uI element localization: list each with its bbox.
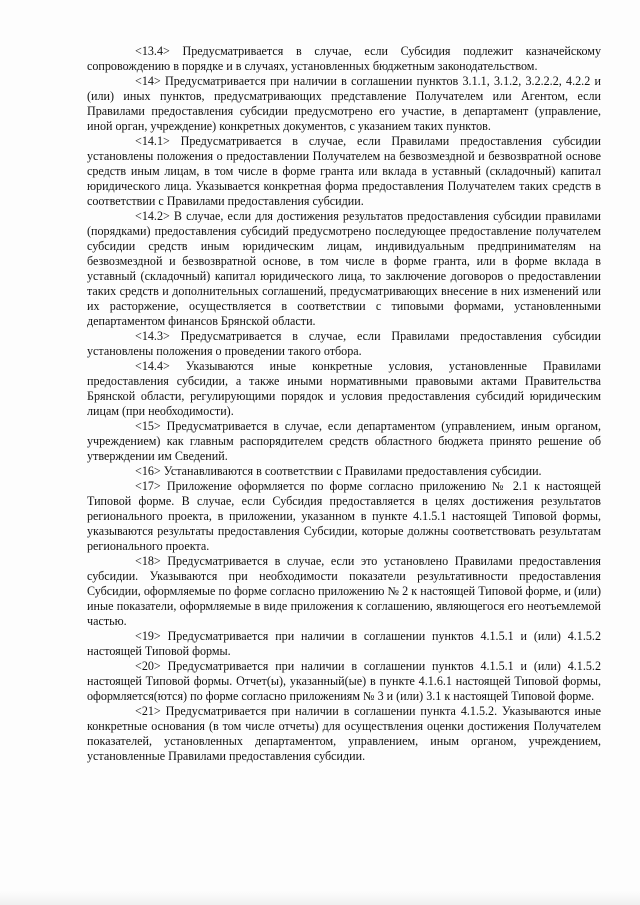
footnote-21: <21> Предусматривается при наличии в соглашении пункта 4.1.5.2. Указываются иные конкретные основания (в том числе отчеты) для осуществления оценки достижения Получателем показателей, установленных департаментом, управлением, иным органом, учреждением, установленные Правилами предоставления субсидии. [87, 704, 601, 763]
footnote-14-1: <14.1> Предусматривается в случае, если Правилами предоставления субсидии установлены положения о предоставлении Получателем на безвозмездной и безвозвратной основе средств иным лицам, в том числе в форме гранта или вклада в уставный (складочный) капитал юридического лица. Указывается конкретная форма предоставления Получателем таких средств в соответствии с Правилами предоставления субсидии. [87, 134, 601, 208]
footnote-16: <16> Устанавливаются в соответствии с Правилами предоставления субсидии. [135, 464, 542, 478]
footnote-13-4: <13.4> Предусматривается в случае, если Субсидия подлежит казначейскому сопровождению в порядке и в случаях, установленных бюджетным законодательством. [87, 44, 601, 73]
footnote-17: <17> Приложение оформляется по форме согласно приложению № 2.1 к настоящей Типовой форме. В случае, если Субсидия предоставляется в целях достижения результатов регионального проекта, в приложении, указанном в пункте 4.1.5.1 настоящей Типовой формы, указываются результаты предоставления Субсидии, которые должны соответствовать результатам регионального проекта. [87, 479, 601, 553]
footnote-14-2: <14.2> В случае, если для достижения результатов предоставления субсидии правилами (порядками) предоставления субсидий предусмотрено последующее предоставление получателем субсидии средств иным юридическим лицам, индивидуальным предпринимателям на безвозмездной и безвозвратной основе, в том числе в форме гранта, или в форме вклада в уставный (складочный) капитал юридического лица, то заключение договоров о предоставлении таких средств и дополнительных соглашений, предусматривающих внесение в них изменений или их расторжение, осуществляется в соответствии с типовыми формами, установленными департаментом финансов Брянской области. [87, 209, 601, 328]
footnote-14-3: <14.3> Предусматривается в случае, если Правилами предоставления субсидии установлены положения о проведении такого отбора. [87, 329, 601, 358]
footnote-14-4: <14.4> Указываются иные конкретные условия, установленные Правилами предоставления субсидии, а также иными нормативными правовыми актами Правительства Брянской области, регулирующими порядок и условия предоставления субсидий юридическим лицам (при необходимости). [87, 359, 601, 418]
footnote-14: <14> Предусматривается при наличии в соглашении пунктов 3.1.1, 3.1.2, 3.2.2.2, 4.2.2 и (или) иных пунктов, предусматривающих представление Получателем или Агентом, если Правилами предоставления субсидии предусмотрено его участие, в департамент (управление, иной орган, учреждение) конкретных документов, с указанием таких пунктов. [87, 74, 601, 133]
footnotes-block [87, 44, 601, 764]
scan-edge [0, 891, 640, 905]
footnote-15: <15> Предусматривается в случае, если департаментом (управлением, иным органом, учреждением) как главным распорядителем средств областного бюджета принято решение об утверждении им Сведений. [87, 419, 601, 463]
footnote-20: <20> Предусматривается при наличии в соглашении пунктов 4.1.5.1 и (или) 4.1.5.2 настоящей Типовой формы. Отчет(ы), указанный(ые) в пункте 4.1.6.1 настоящей Типовой формы, оформляется(ются) по форме согласно приложениям № 3 и (или) 3.1 к настоящей Типовой форме. [87, 659, 601, 703]
footnote-18: <18> Предусматривается в случае, если это установлено Правилами предоставления субсидии. Указываются при необходимости показатели результативности предоставления Субсидии, оформляемые по форме согласно приложению № 2 к настоящей Типовой форме, и (или) иные показатели, оформляемые в виде приложения к соглашению, являющегося его неотъемлемой частью. [87, 554, 601, 628]
footnote-19: <19> Предусматривается при наличии в соглашении пунктов 4.1.5.1 и (или) 4.1.5.2 настоящей Типовой формы. [87, 629, 601, 658]
